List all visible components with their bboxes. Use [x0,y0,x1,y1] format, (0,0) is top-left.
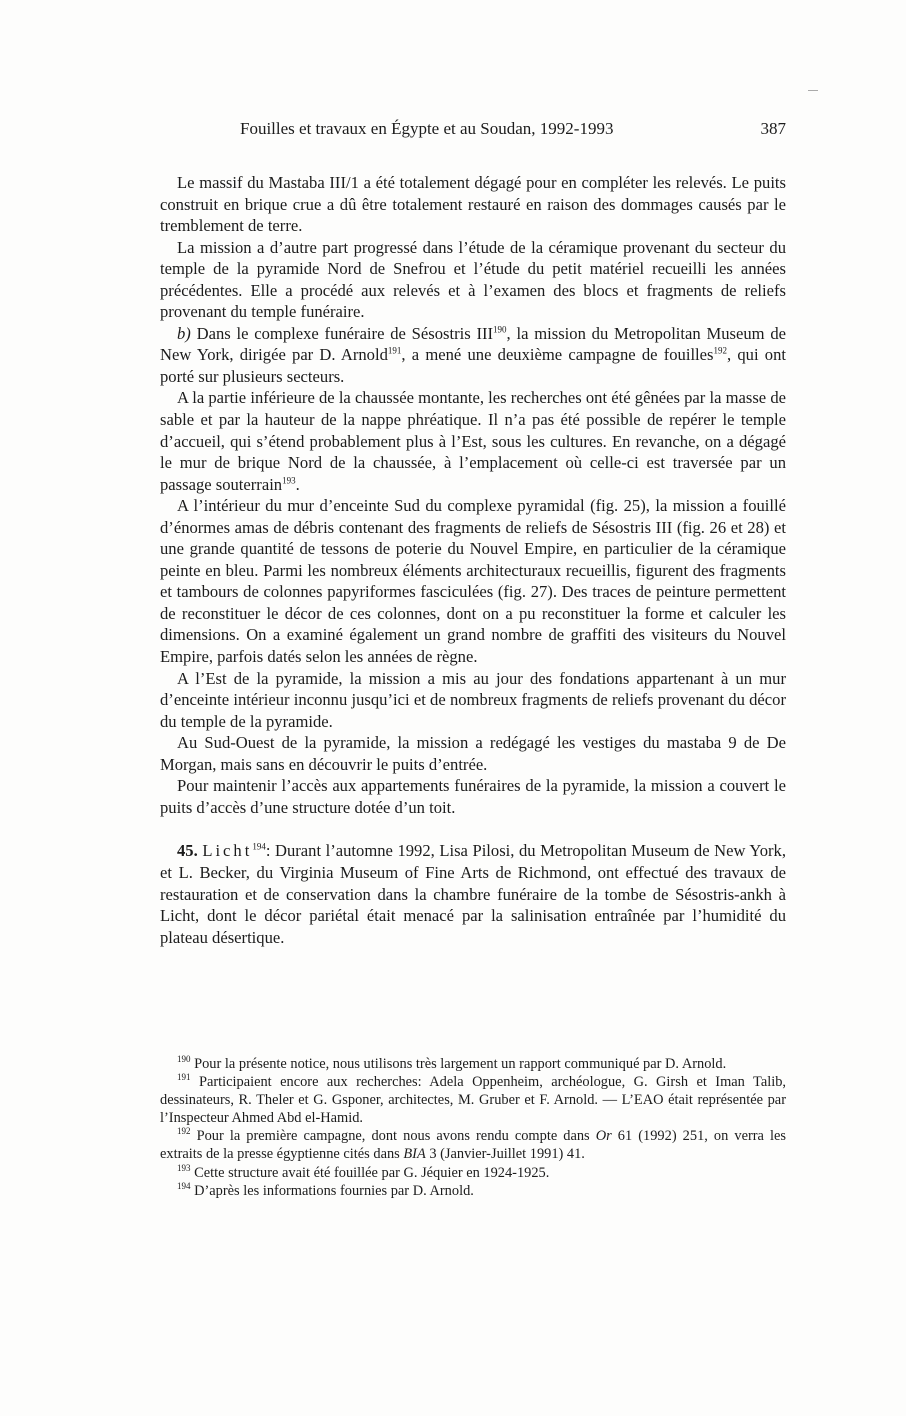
paragraph: Au Sud-Ouest de la pyramide, la mission a redégagé les vestiges du mastaba 9 de De Morgan, mais sans en découvrir le puits d’entrée. [160,733,786,774]
footnote-number: 194 [177,1180,191,1191]
footnote-number: 190 [177,1054,191,1065]
paragraph: Pour maintenir l’accès aux appartements funéraires de la pyramide, la mission a couvert le puits d’accès d’une structure dotée d’un toit. [160,776,786,817]
page-number: 387 [760,119,786,138]
paragraph: La mission a d’autre part progressé dans l’étude de la céramique provenant du secteur du temple de la pyramide Nord de Snefrou et l’étude du petit matériel recueilli les années précédentes. Elle a procédé aux relevés et à l’examen des blocs et fragments de reliefs provenant du temple funéraire. [160,237,786,322]
paragraph-b: b) Dans le complexe funéraire de Sésostris III$^{190}$, la mission du Metropolitan Museum de New York, dirigée par D. Arnold$^{191}$, a mené une deuxième campagne de fouilles$^{192}$, qui ont porté sur plusieurs secteurs. [160,323,787,386]
footnote-ref[interactable]: 192 [713,345,727,356]
journal-abbrev: BIA [403,1146,426,1163]
footnote-number: 193 [177,1162,191,1173]
footnote-ref[interactable]: 191 [387,345,402,356]
footnote-ref[interactable]: 194 [252,841,266,852]
journal-abbrev: Or [595,1128,612,1145]
footnote: $^{194}$ D’après les informations fournies par D. Arnold. [177,1180,474,1199]
footnote-ref[interactable]: 193 [282,475,296,486]
footnote: $^{192}$ Pour la première campagne, dont nous avons rendu compte dans Or 61 (1992) 251, on verra les extraits de la presse égyptienne cités dans BIA 3 (Janvier-Juillet 1991) 41. [160,1126,786,1163]
paragraph: A l’Est de la pyramide, la mission a mis au jour des fondations appartenant à un mur d’enceinte intérieur inconnu jusqu’ici et de nombreux fragments de reliefs provenant du décor du temple de la pyramide. [160,668,786,731]
paragraph: A la partie inférieure de la chaussée montante, les recherches ont été gênées par la masse de sable et par la hauteur de la nappe phréatique. Il n’a pas été possible de repérer le temple d’accueil, qui s’étend probablement plus à l’Est, sous les cultures. En revanche, on a dégagé le mur de brique Nord de la chaussée, à l’emplacement où celle-ci est traversée par un passage souterrain$^{193}$. [160,388,786,494]
page-corner-mark [808,90,818,91]
running-title: Fouilles et travaux en Égypte et au Soudan, 1992-1993 [240,119,614,138]
section-number: 45. [177,841,198,861]
paragraph: Le massif du Mastaba III/1 a été totalement dégagé pour en compléter les relevés. Le puits construit en brique crue a dû être totalement restauré en raison des dommages causés par le tremblement de terre. [160,173,786,236]
footnote: $^{190}$ Pour la présente notice, nous utilisons très largement un rapport communiqué par D. Arnold. [177,1054,727,1072]
footnote-number: 191 [177,1072,191,1083]
site-name: Licht [202,841,253,861]
footnote-number: 192 [177,1126,191,1137]
footnote-ref[interactable]: 190 [493,324,507,335]
running-header [160,119,786,141]
footnote: $^{191}$ Participaient encore aux recherches: Adela Oppenheim, archéologue, G. Girsh et Iman Talib, dessinateurs, R. Theler et G. Gsponer, architectes, M. Gruber et F. Arnold. — L’EAO était représentée par l’Inspecteur Ahmed Abd el-Hamid. [160,1072,786,1127]
main-text [160,172,786,948]
footnotes [160,1055,786,1200]
footnote: $^{193}$ Cette structure avait été fouillée par G. Jéquier en 1924-1925. [177,1162,550,1181]
subsection-label: b) [177,323,191,343]
paragraph: A l’intérieur du mur d’enceinte Sud du complexe pyramidal (fig. 25), la mission a fouillé d’énormes amas de débris contenant des fragments de reliefs de Sésostris III (fig. 26 et 28) et une grande quantité de tessons de poterie du Nouvel Empire, en particulier de la céramique peinte en bleu. Parmi les nombreux éléments architecturaux recueillis, figurent des fragments et tambours de colonnes papyriformes fasciculées (fig. 27). Des traces de peinture permettent de reconstituer le décor de ces colonnes, dont on a pu reconstituer la forme et calculer les dimensions. On a examiné également un grand nombre de graffiti des visiteurs du Nouvel Empire, parfois datés selon les années de règne. [160,496,786,667]
section-45: 45. Licht$^{194}$: Durant l’automne 1992, Lisa Pilosi, du Metropolitan Museum de New York, et L. Becker, du Virginia Museum of Fine Arts de Richmond, ont effectué des travaux de restauration et de conservation dans la chambre funéraire de la tombe de Sésostris-ankh à Licht, dont le décor pariétal était menacé par la salinisation entraînée par l’humidité du plateau désertique. [160,841,786,947]
